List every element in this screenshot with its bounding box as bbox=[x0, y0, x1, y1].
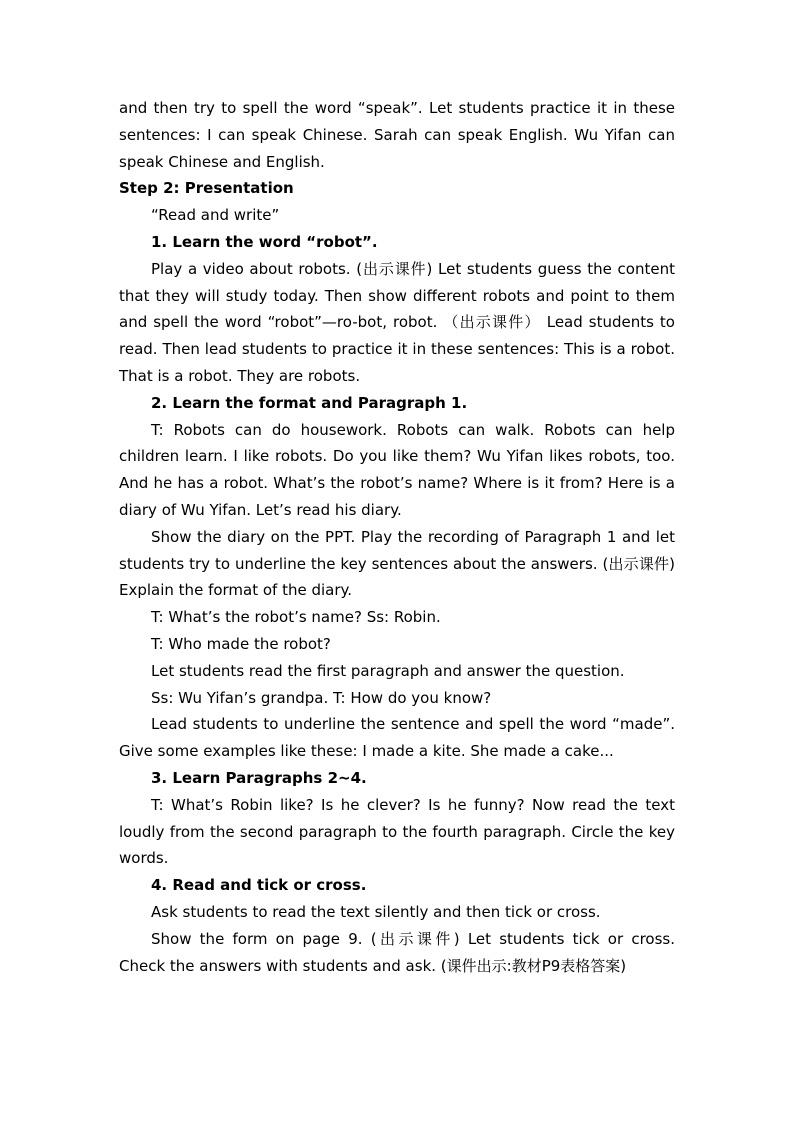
section2-line-2: children learn. I like robots. Do you like them? Wu Yifan likes robots, too. bbox=[119, 447, 675, 466]
section2-line-4: diary of Wu Yifan. Let’s read his diary. bbox=[119, 500, 402, 519]
section3-heading: 3. Learn Paragraphs 2~4. bbox=[151, 768, 367, 787]
section2-line-1: T: Robots can do housework. Robots can walk. Robots can help bbox=[151, 420, 675, 439]
section1-line-1: Play a video about robots. (出示课件) Let students guess the content bbox=[151, 259, 675, 278]
section1-line-4: read. Then lead students to practice it in these sentences: This is a robot. bbox=[119, 340, 675, 359]
section2-heading: 2. Learn the format and Paragraph 1. bbox=[151, 393, 468, 412]
section1-line-2: that they will study today. Then show different robots and point to them bbox=[119, 286, 675, 305]
section3-line-2: loudly from the second paragraph to the fourth paragraph. Circle the key bbox=[119, 822, 675, 841]
dialogue-line-2: T: Who made the robot? bbox=[151, 634, 331, 653]
dialogue-line-1: T: What’s the robot’s name? Ss: Robin. bbox=[151, 608, 441, 627]
section4-heading: 4. Read and tick or cross. bbox=[151, 876, 367, 895]
section3-line-3: words. bbox=[119, 849, 169, 868]
section2-line-9: Give some examples like these: I made a kite. She made a cake... bbox=[119, 742, 614, 761]
section2-line-5: Show the diary on the PPT. Play the recording of Paragraph 1 and let bbox=[151, 527, 675, 546]
dialogue-line-3: Let students read the first paragraph and answer the question. bbox=[151, 661, 625, 680]
section1-heading: 1. Learn the word “robot”. bbox=[151, 232, 378, 251]
section2-line-3: And he has a robot. What’s the robot’s name? Where is it from? Here is a bbox=[119, 474, 675, 493]
step2-subheading: “Read and write” bbox=[151, 206, 280, 225]
section3-line-1: T: What’s Robin like? Is he clever? Is he funny? Now read the text bbox=[151, 795, 675, 814]
section1-line-3: and spell the word “robot”—ro-bot, robot. （出示课件） Lead students to bbox=[119, 313, 675, 332]
section1-line-5: That is a robot. They are robots. bbox=[119, 366, 361, 385]
intro-line-1: and then try to spell the word “speak”. Let students practice it in these bbox=[119, 99, 675, 117]
section2-line-8: Lead students to underline the sentence and spell the word “made”. bbox=[151, 715, 675, 734]
section4-line-2: Show the form on page 9. (出示课件) Let students tick or cross. bbox=[151, 929, 675, 948]
intro-line-2: sentences: I can speak Chinese. Sarah can speak English. Wu Yifan can bbox=[119, 125, 675, 144]
intro-line-3: speak Chinese and English. bbox=[119, 152, 325, 171]
dialogue-line-4: Ss: Wu Yifan’s grandpa. T: How do you know? bbox=[151, 688, 492, 707]
step2-heading: Step 2: Presentation bbox=[119, 179, 294, 198]
document-page bbox=[119, 95, 675, 979]
section2-line-7: Explain the format of the diary. bbox=[119, 581, 353, 600]
section4-line-3: Check the answers with students and ask. (课件出示:教材P9表格答案) bbox=[119, 956, 627, 975]
section2-line-6: students try to underline the key sentences about the answers. (出示课件) bbox=[119, 554, 675, 573]
section4-line-1: Ask students to read the text silently and then tick or cross. bbox=[151, 902, 601, 921]
